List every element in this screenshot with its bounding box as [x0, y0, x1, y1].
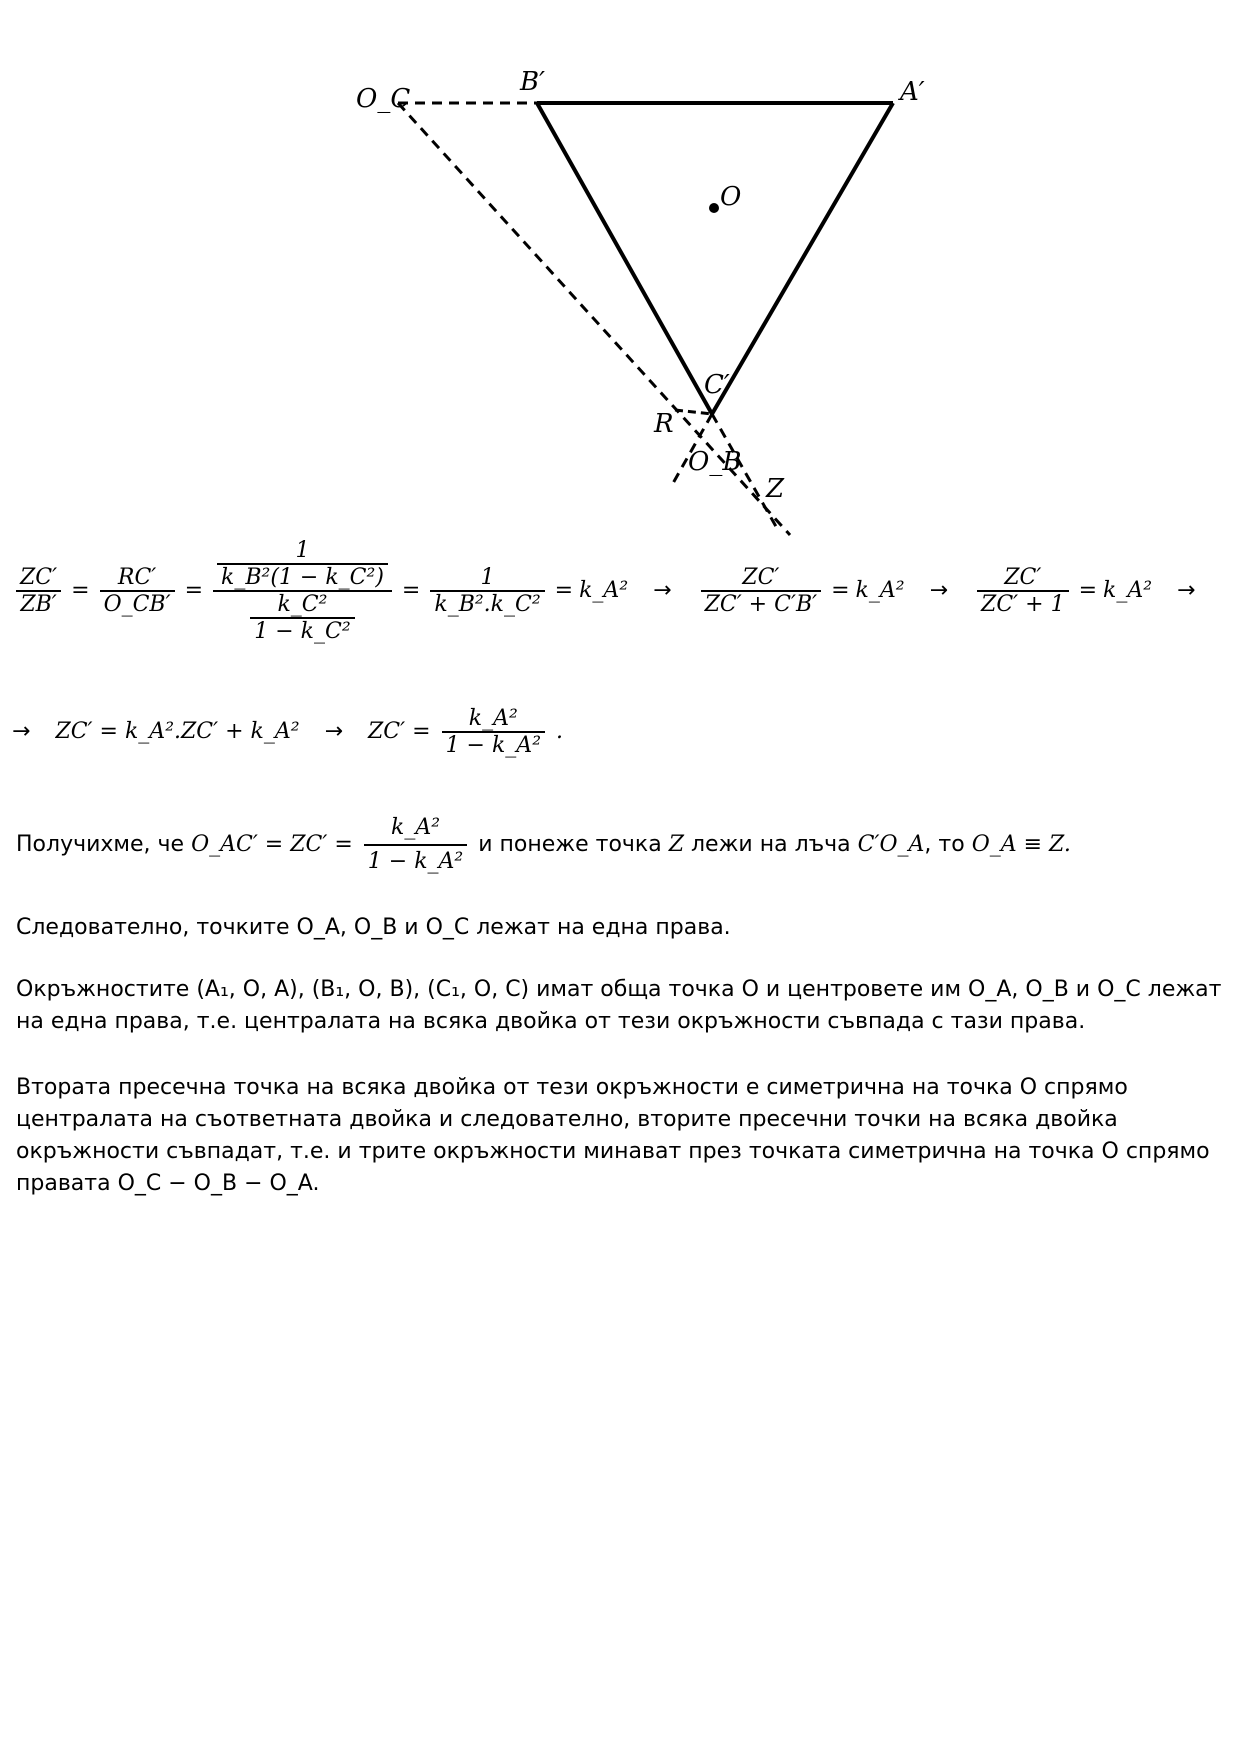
frac-compound — [213, 538, 392, 644]
frac-num: ZC′ — [701, 565, 822, 592]
rhs-ka2: k_A² — [1103, 578, 1153, 603]
frac-den: 1 − k_A² — [445, 733, 542, 758]
frac-compound-top — [213, 538, 392, 592]
frac-rc-ocb — [100, 565, 175, 617]
p2-text: Следователно, точките O_A, O_B и O_C лежат на една права. — [16, 915, 731, 940]
geometry-figure — [0, 0, 1240, 540]
dashed-r-cp — [675, 410, 712, 414]
equation-2 — [12, 706, 563, 758]
p1-math-ray: C′O_A — [857, 832, 925, 857]
p1-text-mid: и понеже точка — [478, 832, 662, 857]
frac-num: ZC′ — [16, 565, 61, 592]
rhs-ka2: k_A² — [579, 578, 629, 603]
paragraph-3 — [16, 974, 1226, 1038]
frac-den: ZB′ — [20, 592, 57, 617]
p4-text: Втората пресечна точка на всяка двойка от тези окръжности е симетрична на точка O спрямо централата на съответната двойка и следователно, вторите пресечни точки на всяка двойка окръжности съвпадат, т.е. и трите окръжности минават през точката симетрична на точка O спрямо правата O_C − O_B − O_A. — [16, 1075, 1210, 1196]
p1-frac — [364, 812, 467, 878]
label-ap: A′ — [900, 77, 925, 107]
paragraph-4 — [16, 1072, 1226, 1200]
frac-den: k_B².k_C² — [434, 592, 541, 617]
paragraph-1 — [16, 812, 1226, 878]
p1-math-z: Z — [668, 832, 684, 857]
frac-zc-zb — [16, 565, 61, 617]
arrow-3: → — [1177, 578, 1196, 603]
rhs-ka2: k_A² — [855, 578, 905, 603]
frac-num: 1 — [430, 565, 544, 592]
frac-1-kbkc — [430, 565, 544, 617]
p1-text-mid2: лежи на лъча — [691, 832, 851, 857]
label-bp: B′ — [520, 67, 546, 97]
p1-text-end: , то — [924, 832, 965, 857]
point-o — [709, 203, 719, 213]
label-oc: O_C — [356, 84, 411, 114]
eq2-result-lhs: ZC′ = — [368, 719, 431, 744]
frac-den: ZC′ + C′B′ — [704, 592, 818, 617]
frac-num: k_C² — [250, 592, 354, 619]
paragraph-2 — [16, 912, 1226, 944]
frac-den: ZC′ + 1 — [981, 592, 1065, 617]
frac-num: ZC′ — [977, 565, 1069, 592]
p1-text-start: Получихме, че — [16, 832, 185, 857]
label-z: Z — [766, 474, 785, 504]
eq2-lhs: ZC′ = k_A².ZC′ + k_A² — [55, 719, 300, 744]
frac-den: 1 − k_A² — [367, 849, 464, 874]
segment-ap-cp — [712, 103, 893, 414]
frac-num: k_A² — [442, 706, 545, 733]
frac-compound-bottom — [213, 592, 392, 644]
frac-den: 1 − k_C² — [254, 619, 351, 644]
equation-1: $\frac{ZC'}{ZB'}$ = $\frac{RC'}{O\_CB'}$ = $\frac{\frac{1}{\text{k\_B²(1 − k\_C²)}}}{\frac{\text{k\_C²}}{\text{1 − k\_C²}}}$ = $\frac{1}{\text{k\_B².k\_C²}}$ = k_A² → $\frac{ZC'}{ZC' + C'B'}$ = k_A² → $\frac{ZC'}{ZC' + 1}$ = k_A² → — [12, 538, 1213, 644]
label-o: O — [720, 182, 742, 212]
label-ob: O_B — [688, 447, 742, 477]
frac-num: RC′ — [100, 565, 175, 592]
frac-num: 1 — [217, 538, 388, 565]
label-cp: C′ — [704, 370, 730, 400]
arrow-2: → — [929, 578, 949, 603]
p1-math-conclusion: O_A ≡ Z. — [971, 832, 1071, 857]
arrow-4: → — [12, 719, 31, 744]
frac-zc-plus1 — [977, 565, 1069, 617]
label-r: R — [654, 409, 674, 439]
frac-num: k_A² — [364, 812, 467, 846]
period: . — [556, 719, 564, 744]
arrow-5: → — [324, 719, 344, 744]
segment-bp-cp — [537, 103, 712, 414]
frac-den: O_CB′ — [103, 592, 171, 617]
p3-text: Окръжностите (A₁, O, A), (B₁, O, B), (C₁, O, C) имат обща точка O и центровете им O_A, O_B и O_C лежат на една права, т.е. централата на всяка двойка от тези окръжности съвпада с тази права. — [16, 977, 1222, 1034]
p1-math-eq: O_AC′ = ZC′ = — [191, 832, 353, 857]
frac-den: k_B²(1 − k_C²) — [221, 565, 384, 590]
frac-ka-result — [442, 706, 545, 758]
frac-zc-sum — [701, 565, 822, 617]
arrow-1: → — [653, 578, 672, 603]
